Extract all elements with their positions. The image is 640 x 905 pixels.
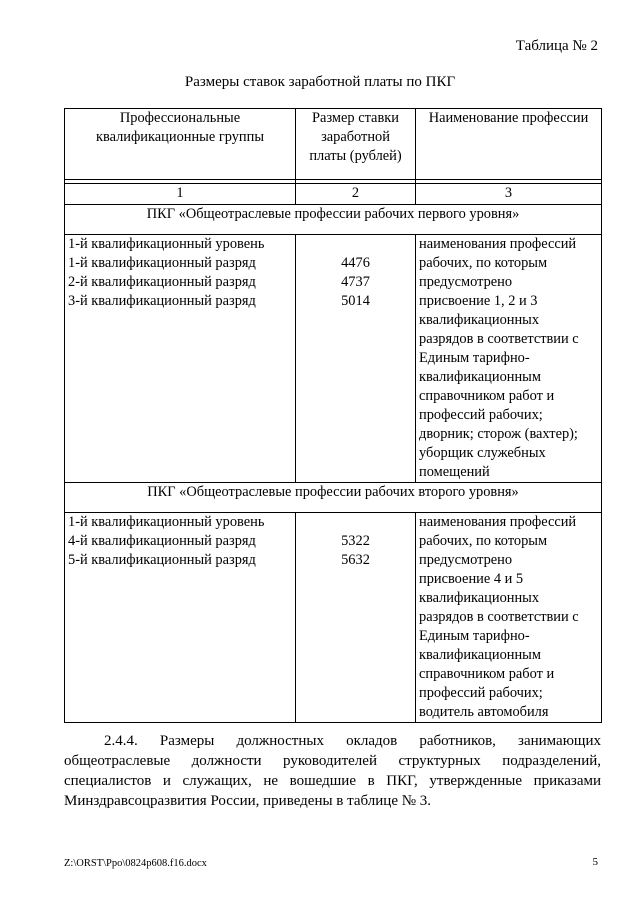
level-line: 4-й квалификационный разряд [68, 533, 256, 549]
profession-line: Единым тарифно- [419, 628, 530, 644]
profession-line: присвоение 4 и 5 [419, 571, 524, 587]
header-line: Размер ставки [312, 110, 399, 126]
rates-cell [296, 235, 416, 483]
profession-line: разрядов в соответствии с [419, 609, 579, 625]
profession-line: квалификационным [419, 647, 541, 663]
rate-value: 5322 [341, 533, 370, 549]
profession-line: разрядов в соответствии с [419, 331, 579, 347]
header-line: Наименование профессии [428, 110, 589, 126]
profession-line: уборщик служебных [419, 445, 546, 461]
level-line: 1-й квалификационный уровень [68, 514, 265, 530]
profession-line: наименования профессий [419, 236, 577, 252]
file-path: Z:\ORST\Ppo\0824p608.f16.docx [64, 858, 207, 869]
professions-cell [416, 235, 602, 483]
profession-line: квалификационных [419, 312, 540, 328]
profession-line: справочником работ и [419, 388, 555, 404]
level-line: 5-й квалификационный разряд [68, 552, 256, 568]
profession-line: справочником работ и [419, 666, 555, 682]
table-row [65, 235, 602, 483]
level-line: 3-й квалификационный разряд [68, 293, 256, 309]
levels-cell [65, 513, 296, 723]
profession-line: квалификационным [419, 369, 541, 385]
group-title: ПКГ «Общеотраслевые профессии рабочих второго уровня» [65, 483, 602, 513]
level-line: 2-й квалификационный разряд [68, 274, 256, 290]
profession-line: предусмотрено [419, 274, 513, 290]
profession-line: дворник; сторож (вахтер); [419, 426, 578, 442]
header-line: заработной [321, 129, 390, 145]
table-row [65, 513, 602, 723]
column-number: 3 [416, 184, 602, 205]
levels-cell [65, 235, 296, 483]
profession-line: рабочих, по которым [419, 533, 548, 549]
header-cell [296, 109, 416, 180]
rate-value: 5632 [341, 552, 370, 568]
header-cell [416, 109, 602, 180]
header-line: квалификационные группы [95, 129, 264, 145]
group-title-row [65, 205, 602, 235]
header-line: платы (рублей) [309, 148, 402, 164]
salary-table [64, 108, 602, 723]
rate-value [299, 235, 412, 254]
profession-line: профессий рабочих; [419, 407, 543, 423]
group-title: ПКГ «Общеотраслевые профессии рабочих первого уровня» [65, 205, 602, 235]
table-number-label: Таблица № 2 [515, 38, 598, 54]
column-numbers-row [65, 184, 602, 205]
group-title-row [65, 483, 602, 513]
rate-value: 5014 [341, 293, 370, 309]
profession-line: квалификационных [419, 590, 540, 606]
level-line: 1-й квалификационный уровень [68, 236, 265, 252]
header-row [65, 109, 602, 180]
profession-line: Единым тарифно- [419, 350, 530, 366]
profession-line: присвоение 1, 2 и 3 [419, 293, 538, 309]
body-paragraph: 2.4.4. Размеры должностных окладов работников, занимающих общеотраслевые должности руководителей структурных подразделений, специалистов и служащих, не вошедшие в ПКГ, утвержденные приказами Минздравсоцразвития России, приведены в таблице № 3. [64, 733, 601, 809]
profession-line: предусмотрено [419, 552, 513, 568]
table-caption: Размеры ставок заработной платы по ПКГ [184, 74, 456, 90]
profession-line: профессий рабочих; [419, 685, 543, 701]
profession-line: водитель автомобиля [419, 704, 549, 720]
page-number: 5 [592, 856, 598, 868]
rates-cell [296, 513, 416, 723]
level-line: 1-й квалификационный разряд [68, 255, 256, 271]
rate-value [299, 513, 412, 532]
profession-line: рабочих, по которым [419, 255, 548, 271]
rate-value: 4476 [341, 255, 370, 271]
column-number: 1 [65, 184, 296, 205]
header-line: Профессиональные [119, 110, 241, 126]
professions-cell [416, 513, 602, 723]
profession-line: наименования профессий [419, 514, 577, 530]
rate-value: 4737 [341, 274, 370, 290]
profession-line: помещений [419, 464, 490, 480]
header-cell [65, 109, 296, 180]
column-number: 2 [296, 184, 416, 205]
